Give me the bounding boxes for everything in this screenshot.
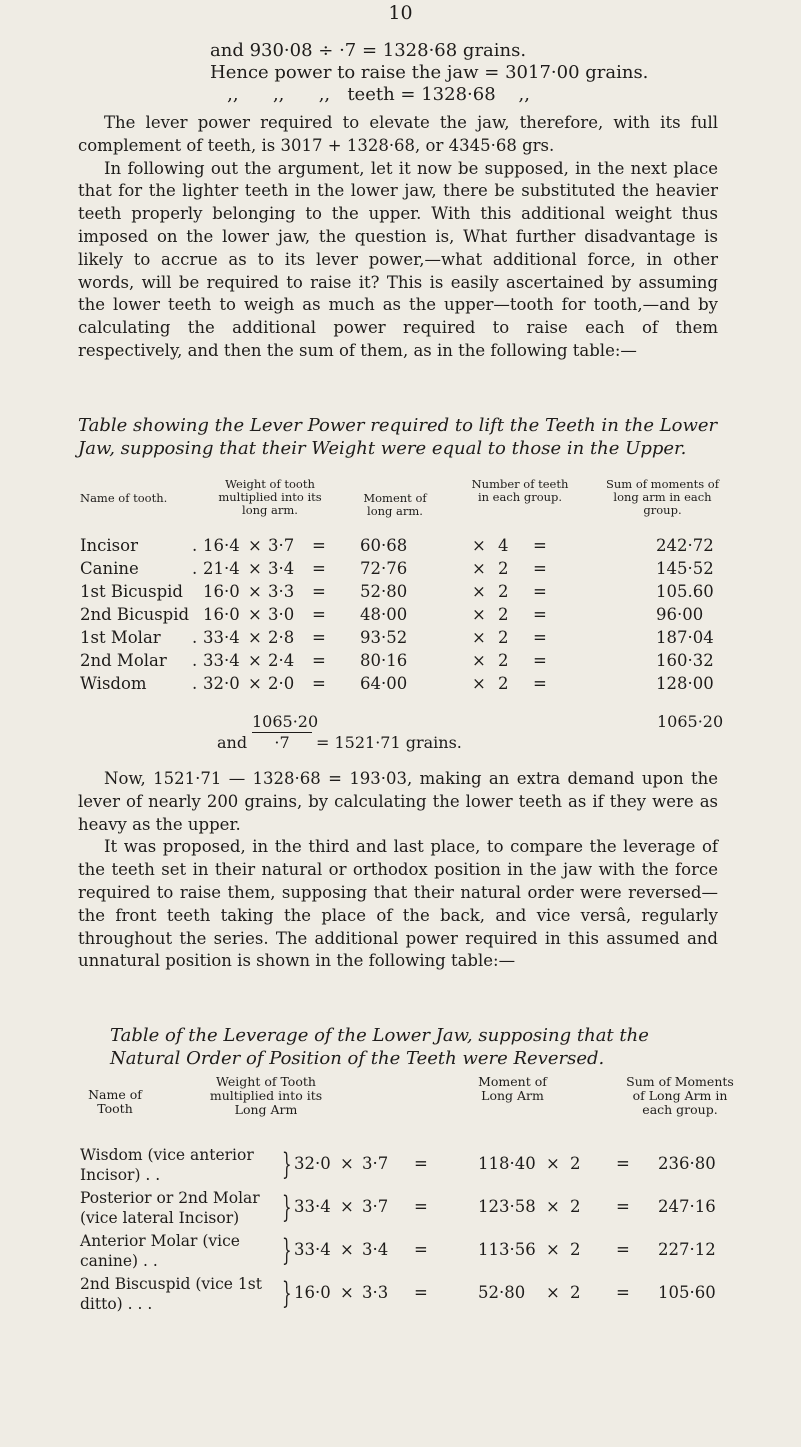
arm-value: 2·4: [268, 651, 295, 670]
moment-value: 93·52: [360, 628, 408, 647]
weight-value: 16·0: [203, 582, 240, 601]
equals-sign: =: [616, 1240, 630, 1259]
paragraph-reversed: It was proposed, in the third and last place, to compare the leverage of the teeth set in their natural or orthodox position in the jaw with the force required to raise them, supposing that their natural order were reversed—the front teeth taking the place of the back, and vice versâ, regularly throughout the series. The additional power required in this assumed and unnatural position is shown in the following table:—: [78, 837, 718, 971]
tooth-name: [80, 1274, 280, 1314]
table-row: [80, 559, 720, 582]
table1-header-weight: Weight of tooth multiplied into its long arm.: [218, 477, 322, 517]
paragraph-lever-power: The lever power required to elevate the jaw, therefore, with its full complement of teeth, is 3017 + 1328·68, or 4345·68 grs. In following out the argument, let it now be supposed, in the next place that for the lighter teeth in the lower jaw, there be substituted the heavier teeth properly belonging to the upper. With this additional weight thus imposed on the lower jaw, the question is, What further disadvantage is likely to accrue as to its lever power,—what additional force, in other words, will be required to raise it? This is easily ascertained by assuming the lower teeth to weigh as much as the upper—tooth for tooth,—and by calculating the additional power required to raise each of them respectively, and then the sum of them, as in the following table:—: [78, 112, 718, 363]
moment-value: 80·16: [360, 651, 408, 670]
table1-header-count: Number of teeth in each group.: [471, 477, 569, 504]
paragraph-extra-demand: Now, 1521·71 — 1328·68 = 193·03, making an extra demand upon the lever of nearly 200 grains, by calculating the lower teeth as if they were as heavy as the upper. It was proposed, in the third and last place, to compare the leverage of the teeth set in their natural or orthodox position in the jaw with the force required to raise them, supposing that their natural order were reversed—the front teeth taking the place of the back, and vice versâ, regularly throughout the series. The additional power required in this assumed and unnatural position is shown in the following table:—: [78, 768, 718, 973]
count-value: 2: [570, 1154, 581, 1173]
times-sign: ×: [472, 628, 486, 647]
weight-value: 32·0: [203, 674, 240, 693]
result-grains: = 1521·71 grains.: [316, 733, 462, 752]
sum-value: 227·12: [658, 1240, 716, 1259]
count-value: 4: [498, 536, 509, 555]
count-value: 2: [570, 1283, 581, 1302]
tooth-name-line: Wisdom (vice anterior: [80, 1146, 254, 1164]
count-value: 2: [498, 559, 509, 578]
paragraph-argument: In following out the argument, let it now be supposed, in the next place that for the lighter teeth in the lower jaw, there be substituted the heavier teeth properly belonging to the upper. With this additional weight thus imposed on the lower jaw, the question is, What further disadvantage is likely to accrue as to its lever power,—what additional force, in other words, will be required to raise it? This is easily ascertained by assuming the lower teeth to weigh as much as the upper—tooth for tooth,—and by calculating the additional power required to raise each of them respectively, and then the sum of them, as in the following table:—: [78, 158, 718, 360]
arm-value: 3·7: [268, 536, 295, 555]
brace-icon: }: [282, 1233, 292, 1268]
fraction: [252, 712, 319, 752]
times-sign: ×: [546, 1240, 560, 1259]
tooth-name-line: canine) . .: [80, 1252, 158, 1270]
equals-sign: =: [312, 582, 326, 601]
tooth-name: Incisor: [80, 536, 138, 555]
sum-value: 105·60: [658, 1283, 716, 1302]
times-sign: ×: [340, 1283, 354, 1302]
moment-value: 48·00: [360, 605, 408, 624]
tooth-name: [80, 1231, 280, 1271]
table2-header-sum: Sum of Moments of Long Arm in each group.: [626, 1074, 734, 1117]
arm-value: 3·3: [362, 1283, 389, 1302]
tooth-name: 1st Molar: [80, 628, 161, 647]
leader-dot: .: [192, 536, 198, 555]
moment-value: 72·76: [360, 559, 408, 578]
leader-dot: .: [192, 559, 198, 578]
equation-line: Hence power to raise the jaw = 3017·00 grains.: [210, 62, 649, 83]
sum-value: 128·00: [656, 674, 714, 693]
weight-value: 16·0: [203, 605, 240, 624]
table-row: [80, 605, 720, 628]
weight-value: 33·4: [203, 651, 240, 670]
sum-value: 242·72: [656, 536, 714, 555]
times-sign: ×: [472, 559, 486, 578]
times-sign: ×: [472, 536, 486, 555]
equals-sign: =: [533, 582, 547, 601]
equals-sign: =: [312, 628, 326, 647]
equals-sign: =: [312, 651, 326, 670]
tooth-name-line: (vice lateral Incisor): [80, 1209, 240, 1227]
arm-value: 3·7: [362, 1197, 389, 1216]
equals-sign: =: [312, 605, 326, 624]
times-sign: ×: [472, 605, 486, 624]
weight-value: 21·4: [203, 559, 240, 578]
table2-header-moment: Moment of Long Arm: [478, 1074, 547, 1103]
moment-value: 118·40: [478, 1154, 536, 1173]
weight-value: 16·4: [203, 536, 240, 555]
brace-icon: }: [282, 1276, 292, 1311]
sum-value: 145·52: [656, 559, 714, 578]
equals-sign: =: [533, 536, 547, 555]
equals-sign: =: [312, 674, 326, 693]
equals-sign: =: [533, 559, 547, 578]
tooth-name-line: Incisor) . .: [80, 1166, 161, 1184]
weight-value: 33·4: [294, 1240, 331, 1259]
equals-sign: =: [616, 1283, 630, 1302]
equation-line: ,, ,, ,, teeth = 1328·68 ,,: [210, 84, 530, 105]
fraction-numerator: 1065·20: [252, 712, 319, 731]
equals-sign: =: [533, 605, 547, 624]
times-sign: ×: [546, 1154, 560, 1173]
times-sign: ×: [546, 1283, 560, 1302]
fraction-denominator: ·7: [274, 733, 290, 752]
table-row: [80, 1145, 720, 1191]
table-row: [80, 628, 720, 651]
count-value: 2: [498, 628, 509, 647]
tooth-name: [80, 1188, 280, 1228]
tooth-name-line: 2nd Biscuspid (vice 1st: [80, 1275, 262, 1293]
arm-value: 3·4: [268, 559, 295, 578]
sum-value: 105.60: [656, 582, 714, 601]
times-sign: ×: [340, 1197, 354, 1216]
equals-sign: =: [414, 1240, 428, 1259]
arm-value: 3·7: [362, 1154, 389, 1173]
arm-value: 3·4: [362, 1240, 389, 1259]
table1-total: 1065·20: [657, 712, 724, 731]
times-sign: ×: [472, 651, 486, 670]
equals-sign: =: [414, 1197, 428, 1216]
count-value: 2: [498, 605, 509, 624]
tooth-name: Canine: [80, 559, 139, 578]
table1-caption: Table showing the Lever Power required to lift the Teeth in the Lower Jaw, supposing that their Weight were equal to those in the Upper.: [78, 415, 718, 459]
tooth-name: [80, 1145, 280, 1185]
page-number: 10: [388, 2, 413, 24]
times-sign: ×: [248, 536, 262, 555]
equals-sign: =: [414, 1154, 428, 1173]
table2-header-weight: Weight of Tooth multiplied into its Long Arm: [209, 1074, 323, 1117]
leader-dot: .: [192, 651, 198, 670]
sum-value: 160·32: [656, 651, 714, 670]
table-row: [80, 1231, 720, 1277]
moment-value: 123·58: [478, 1197, 536, 1216]
tooth-name: 2nd Bicuspid: [80, 605, 190, 624]
count-value: 2: [498, 674, 509, 693]
times-sign: ×: [472, 582, 486, 601]
times-sign: ×: [248, 651, 262, 670]
count-value: 2: [570, 1240, 581, 1259]
tooth-name: Wisdom: [80, 674, 147, 693]
tooth-name: 2nd Molar: [80, 651, 167, 670]
table1-header-name: Name of tooth.: [80, 491, 168, 505]
times-sign: ×: [248, 582, 262, 601]
table-row: [80, 1188, 720, 1234]
times-sign: ×: [340, 1240, 354, 1259]
equals-sign: =: [533, 651, 547, 670]
moment-value: 52·80: [478, 1283, 526, 1302]
equals-sign: =: [312, 559, 326, 578]
table-row: [80, 582, 720, 605]
weight-value: 32·0: [294, 1154, 331, 1173]
times-sign: ×: [472, 674, 486, 693]
count-value: 2: [570, 1197, 581, 1216]
times-sign: ×: [248, 605, 262, 624]
sum-value: 187·04: [656, 628, 714, 647]
moment-value: 113·56: [478, 1240, 536, 1259]
arm-value: 3·0: [268, 605, 295, 624]
table1-header-sum: Sum of moments of long arm in each group.: [606, 477, 719, 517]
moment-value: 64·00: [360, 674, 408, 693]
table-row: [80, 651, 720, 674]
tooth-name-line: Posterior or 2nd Molar: [80, 1189, 260, 1207]
arm-value: 2·0: [268, 674, 295, 693]
weight-value: 33·4: [203, 628, 240, 647]
brace-icon: }: [282, 1190, 292, 1225]
moment-value: 60·68: [360, 536, 408, 555]
equals-sign: =: [533, 628, 547, 647]
leader-dot: .: [192, 628, 198, 647]
leader-dot: .: [192, 674, 198, 693]
tooth-name-line: Anterior Molar (vice: [80, 1232, 240, 1250]
sum-value: 236·80: [658, 1154, 716, 1173]
brace-icon: }: [282, 1147, 292, 1182]
equals-sign: =: [616, 1197, 630, 1216]
tooth-name-line: ditto) . . .: [80, 1295, 153, 1313]
times-sign: ×: [248, 559, 262, 578]
tooth-name: 1st Bicuspid: [80, 582, 183, 601]
equations-block: [210, 40, 648, 106]
arm-value: 2·8: [268, 628, 295, 647]
table2-header-name: Name of Tooth: [88, 1087, 142, 1116]
table-row: [80, 1274, 720, 1320]
table2-caption: Table of the Leverage of the Lower Jaw, supposing that the Natural Order of Position of the Teeth were Reversed.: [110, 1025, 649, 1069]
count-value: 2: [498, 582, 509, 601]
weight-value: 33·4: [294, 1197, 331, 1216]
sum-value: 247·16: [658, 1197, 716, 1216]
table-row: [80, 674, 720, 697]
equals-sign: =: [312, 536, 326, 555]
result-prefix: and: [217, 733, 248, 752]
equals-sign: =: [414, 1283, 428, 1302]
equation-line: and 930·08 ÷ ·7 = 1328·68 grains.: [210, 40, 527, 61]
table1-header-moment: Moment of long arm.: [363, 491, 427, 518]
sum-value: 96·00: [656, 605, 704, 624]
weight-value: 16·0: [294, 1283, 331, 1302]
times-sign: ×: [546, 1197, 560, 1216]
table-row: [80, 536, 720, 559]
equals-sign: =: [533, 674, 547, 693]
times-sign: ×: [248, 628, 262, 647]
equals-sign: =: [616, 1154, 630, 1173]
moment-value: 52·80: [360, 582, 408, 601]
times-sign: ×: [340, 1154, 354, 1173]
times-sign: ×: [248, 674, 262, 693]
arm-value: 3·3: [268, 582, 295, 601]
count-value: 2: [498, 651, 509, 670]
